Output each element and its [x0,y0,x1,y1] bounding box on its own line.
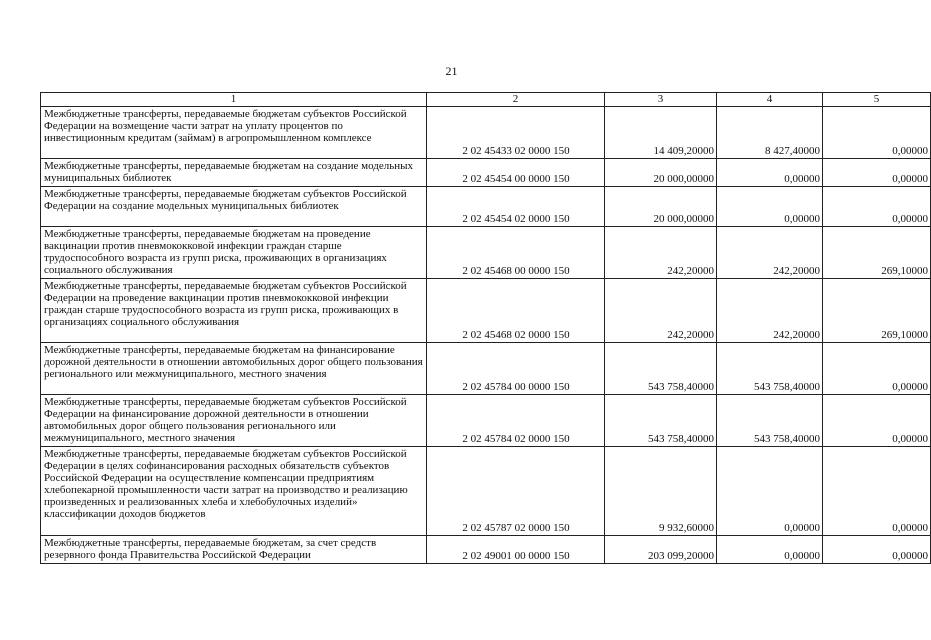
classification-code: 2 02 45787 02 0000 150 [427,447,605,536]
amount-col-4: 543 758,40000 [717,343,823,395]
transfer-name: Межбюджетные трансферты, передаваемые бюджетам, за счет средств резервного фонда Правительства Российской Федерации [41,536,427,564]
classification-code: 2 02 45454 00 0000 150 [427,159,605,187]
classification-code: 2 02 49001 00 0000 150 [427,536,605,564]
table-row [41,107,931,159]
classification-code: 2 02 45468 00 0000 150 [427,227,605,279]
transfer-name: Межбюджетные трансферты, передаваемые бюджетам субъектов Российской Федерации на финансирование дорожной деятельности в отношении автомобильных дорог общего пользования регионального или межмуниципального, местного значения [41,395,427,447]
table-row [41,279,931,343]
table-row [41,187,931,227]
table-row [41,447,931,536]
classification-code: 2 02 45784 02 0000 150 [427,395,605,447]
page-number: 21 [445,64,458,78]
amount-col-3: 9 932,60000 [605,447,717,536]
amount-col-4: 242,20000 [717,227,823,279]
amount-col-5: 0,00000 [823,107,931,159]
amount-col-4: 8 427,40000 [717,107,823,159]
transfer-name: Межбюджетные трансферты, передаваемые бюджетам на проведение вакцинации против пневмококковой инфекции граждан старше трудоспособного возраста из групп риска, проживающих в организациях социального обслуживания [41,227,427,279]
transfer-name: Межбюджетные трансферты, передаваемые бюджетам на создание модельных муниципальных библиотек [41,159,427,187]
amount-col-4: 0,00000 [717,187,823,227]
column-header-3: 3 [605,93,717,107]
amount-col-3: 242,20000 [605,279,717,343]
column-header-1: 1 [41,93,427,107]
table-row [41,159,931,187]
transfer-name: Межбюджетные трансферты, передаваемые бюджетам субъектов Российской Федерации на возмещение части затрат на уплату процентов по инвестиционным кредитам (займам) в агропромышленном комплексе [41,107,427,159]
amount-col-4: 0,00000 [717,536,823,564]
transfer-name: Межбюджетные трансферты, передаваемые бюджетам на финансирование дорожной деятельности в отношении автомобильных дорог общего пользования регионального или межмуниципального, местного значения [41,343,427,395]
transfer-name: Межбюджетные трансферты, передаваемые бюджетам субъектов Российской Федерации на создание модельных муниципальных библиотек [41,187,427,227]
amount-col-5: 0,00000 [823,536,931,564]
column-header-5: 5 [823,93,931,107]
classification-code: 2 02 45784 00 0000 150 [427,343,605,395]
amount-col-5: 0,00000 [823,159,931,187]
amount-col-5: 0,00000 [823,447,931,536]
amount-col-5: 269,10000 [823,279,931,343]
table-row [41,536,931,564]
amount-col-4: 0,00000 [717,447,823,536]
table-header-row [41,93,931,107]
amount-col-3: 14 409,20000 [605,107,717,159]
amount-col-3: 203 099,20000 [605,536,717,564]
amount-col-3: 20 000,00000 [605,187,717,227]
classification-code: 2 02 45468 02 0000 150 [427,279,605,343]
table-row [41,343,931,395]
amount-col-3: 543 758,40000 [605,343,717,395]
column-header-2: 2 [427,93,605,107]
amount-col-5: 0,00000 [823,187,931,227]
amount-col-3: 543 758,40000 [605,395,717,447]
transfer-name: Межбюджетные трансферты, передаваемые бюджетам субъектов Российской Федерации в целях софинансирования расходных обязательств субъектов Российской Федерации на осуществление компенсации предприятиям хлебопекарной промышленности части затрат на производство и реализацию произведенных и реализованных хлеба и хлебобулочных изделий» классификации доходов бюджетов [41,447,427,536]
amount-col-5: 269,10000 [823,227,931,279]
transfer-name: Межбюджетные трансферты, передаваемые бюджетам субъектов Российской Федерации на проведение вакцинации против пневмококковой инфекции граждан старше трудоспособного возраста из групп риска, проживающих в организациях социального обслуживания [41,279,427,343]
amount-col-5: 0,00000 [823,343,931,395]
table-row [41,395,931,447]
amount-col-3: 20 000,00000 [605,159,717,187]
table-row [41,227,931,279]
classification-code: 2 02 45454 02 0000 150 [427,187,605,227]
amount-col-5: 0,00000 [823,395,931,447]
column-header-4: 4 [717,93,823,107]
amount-col-3: 242,20000 [605,227,717,279]
amount-col-4: 543 758,40000 [717,395,823,447]
budget-table [40,92,931,564]
classification-code: 2 02 45433 02 0000 150 [427,107,605,159]
amount-col-4: 242,20000 [717,279,823,343]
amount-col-4: 0,00000 [717,159,823,187]
